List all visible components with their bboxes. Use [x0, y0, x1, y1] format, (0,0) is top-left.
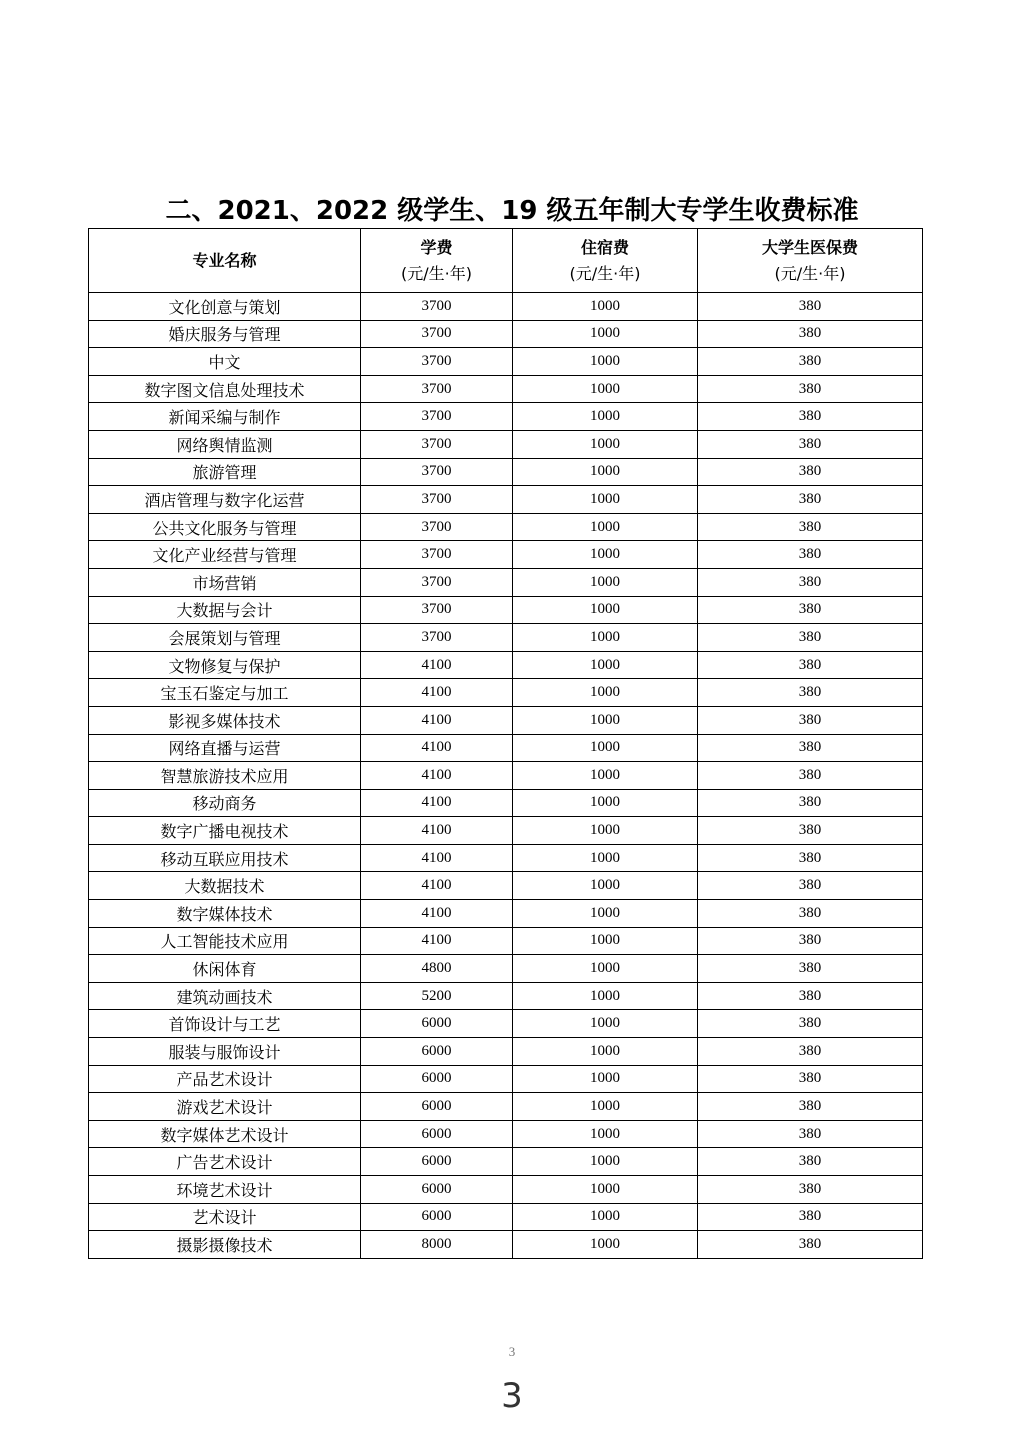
major-cell: 文化产业经营与管理: [89, 541, 361, 569]
table-row: [89, 734, 923, 762]
insurance-cell: 380: [698, 403, 923, 431]
table-header-row: [89, 229, 923, 293]
header-dorm-unit: (元/生·年): [569, 263, 641, 283]
dorm-cell: 1000: [513, 513, 698, 541]
tuition-cell: 3700: [361, 568, 513, 596]
major-cell: 服装与服饰设计: [89, 1038, 361, 1066]
major-cell: 大数据技术: [89, 872, 361, 900]
major-cell: 宝玉石鉴定与加工: [89, 679, 361, 707]
insurance-cell: 380: [698, 458, 923, 486]
table-row: [89, 596, 923, 624]
tuition-cell: 3700: [361, 486, 513, 514]
table-row: [89, 651, 923, 679]
dorm-cell: 1000: [513, 403, 698, 431]
tuition-cell: 4800: [361, 955, 513, 983]
insurance-cell: 380: [698, 651, 923, 679]
dorm-cell: 1000: [513, 375, 698, 403]
tuition-cell: 6000: [361, 1120, 513, 1148]
table-row: [89, 872, 923, 900]
tuition-cell: 3700: [361, 513, 513, 541]
insurance-cell: 380: [698, 900, 923, 928]
tuition-cell: 3700: [361, 430, 513, 458]
major-cell: 人工智能技术应用: [89, 927, 361, 955]
dorm-cell: 1000: [513, 293, 698, 321]
table-row: [89, 486, 923, 514]
table-row: [89, 900, 923, 928]
dorm-cell: 1000: [513, 900, 698, 928]
major-cell: 移动商务: [89, 789, 361, 817]
table-row: [89, 706, 923, 734]
dorm-cell: 1000: [513, 486, 698, 514]
major-cell: 产品艺术设计: [89, 1065, 361, 1093]
tuition-cell: 4100: [361, 844, 513, 872]
insurance-cell: 380: [698, 844, 923, 872]
dorm-cell: 1000: [513, 1038, 698, 1066]
dorm-cell: 1000: [513, 1176, 698, 1204]
fee-table: [88, 228, 923, 1259]
tuition-cell: 3700: [361, 403, 513, 431]
insurance-cell: 380: [698, 734, 923, 762]
dorm-cell: 1000: [513, 568, 698, 596]
table-row: [89, 1065, 923, 1093]
insurance-cell: 380: [698, 320, 923, 348]
table-row: [89, 293, 923, 321]
dorm-cell: 1000: [513, 844, 698, 872]
insurance-cell: 380: [698, 982, 923, 1010]
tuition-cell: 4100: [361, 789, 513, 817]
dorm-cell: 1000: [513, 1120, 698, 1148]
table-row: [89, 1120, 923, 1148]
tuition-cell: 3700: [361, 375, 513, 403]
tuition-cell: 3700: [361, 320, 513, 348]
table-row: [89, 1010, 923, 1038]
insurance-cell: 380: [698, 706, 923, 734]
dorm-cell: 1000: [513, 927, 698, 955]
tuition-cell: 4100: [361, 734, 513, 762]
major-cell: 数字媒体艺术设计: [89, 1120, 361, 1148]
table-row: [89, 624, 923, 652]
insurance-cell: 380: [698, 293, 923, 321]
insurance-cell: 380: [698, 513, 923, 541]
major-cell: 广告艺术设计: [89, 1148, 361, 1176]
insurance-cell: 380: [698, 927, 923, 955]
tuition-cell: 4100: [361, 706, 513, 734]
tuition-cell: 4100: [361, 762, 513, 790]
table-row: [89, 1176, 923, 1204]
dorm-cell: 1000: [513, 1203, 698, 1231]
insurance-cell: 380: [698, 375, 923, 403]
dorm-cell: 1000: [513, 1148, 698, 1176]
insurance-cell: 380: [698, 955, 923, 983]
tuition-cell: 4100: [361, 679, 513, 707]
insurance-cell: 380: [698, 596, 923, 624]
dorm-cell: 1000: [513, 789, 698, 817]
header-major: 专业名称: [89, 229, 361, 293]
tuition-cell: 6000: [361, 1203, 513, 1231]
tuition-cell: 4100: [361, 872, 513, 900]
major-cell: 网络舆情监测: [89, 430, 361, 458]
tuition-cell: 3700: [361, 596, 513, 624]
dorm-cell: 1000: [513, 734, 698, 762]
insurance-cell: 380: [698, 430, 923, 458]
dorm-cell: 1000: [513, 679, 698, 707]
insurance-cell: 380: [698, 1010, 923, 1038]
dorm-cell: 1000: [513, 596, 698, 624]
dorm-cell: 1000: [513, 1065, 698, 1093]
major-cell: 旅游管理: [89, 458, 361, 486]
insurance-cell: 380: [698, 1038, 923, 1066]
table-row: [89, 762, 923, 790]
insurance-cell: 380: [698, 541, 923, 569]
tuition-cell: 3700: [361, 624, 513, 652]
major-cell: 酒店管理与数字化运营: [89, 486, 361, 514]
table-row: [89, 513, 923, 541]
header-insurance: 大学生医保费 (元/生·年): [698, 229, 923, 293]
table-row: [89, 1231, 923, 1259]
page-number-large: 3: [501, 1376, 523, 1416]
table-body: [89, 293, 923, 1259]
insurance-cell: 380: [698, 872, 923, 900]
dorm-cell: 1000: [513, 982, 698, 1010]
major-cell: 建筑动画技术: [89, 982, 361, 1010]
table-row: [89, 403, 923, 431]
insurance-cell: 380: [698, 348, 923, 376]
insurance-cell: 380: [698, 1148, 923, 1176]
tuition-cell: 6000: [361, 1065, 513, 1093]
tuition-cell: 6000: [361, 1176, 513, 1204]
major-cell: 首饰设计与工艺: [89, 1010, 361, 1038]
major-cell: 市场营销: [89, 568, 361, 596]
dorm-cell: 1000: [513, 955, 698, 983]
major-cell: 影视多媒体技术: [89, 706, 361, 734]
tuition-cell: 3700: [361, 541, 513, 569]
major-cell: 大数据与会计: [89, 596, 361, 624]
table-row: [89, 568, 923, 596]
major-cell: 文化创意与策划: [89, 293, 361, 321]
dorm-cell: 1000: [513, 624, 698, 652]
table-row: [89, 1038, 923, 1066]
dorm-cell: 1000: [513, 706, 698, 734]
dorm-cell: 1000: [513, 651, 698, 679]
tuition-cell: 6000: [361, 1038, 513, 1066]
major-cell: 数字媒体技术: [89, 900, 361, 928]
table-row: [89, 541, 923, 569]
major-cell: 移动互联应用技术: [89, 844, 361, 872]
tuition-cell: 6000: [361, 1010, 513, 1038]
tuition-cell: 3700: [361, 293, 513, 321]
major-cell: 摄影摄像技术: [89, 1231, 361, 1259]
dorm-cell: 1000: [513, 762, 698, 790]
insurance-cell: 380: [698, 1093, 923, 1121]
table-row: [89, 1148, 923, 1176]
insurance-cell: 380: [698, 762, 923, 790]
table-row: [89, 982, 923, 1010]
tuition-cell: 3700: [361, 458, 513, 486]
tuition-cell: 6000: [361, 1093, 513, 1121]
insurance-cell: 380: [698, 568, 923, 596]
table-row: [89, 817, 923, 845]
dorm-cell: 1000: [513, 1231, 698, 1259]
tuition-cell: 4100: [361, 651, 513, 679]
table-row: [89, 955, 923, 983]
table-row: [89, 320, 923, 348]
dorm-cell: 1000: [513, 541, 698, 569]
tuition-cell: 3700: [361, 348, 513, 376]
tuition-cell: 4100: [361, 817, 513, 845]
page-title: 二、2021、2022 级学生、19 级五年制大专学生收费标准: [165, 196, 859, 226]
header-insurance-unit: (元/生·年): [774, 263, 846, 283]
dorm-cell: 1000: [513, 458, 698, 486]
major-cell: 文物修复与保护: [89, 651, 361, 679]
insurance-cell: 380: [698, 1176, 923, 1204]
table-row: [89, 789, 923, 817]
insurance-cell: 380: [698, 817, 923, 845]
header-tuition-unit: (元/生·年): [401, 263, 472, 283]
major-cell: 会展策划与管理: [89, 624, 361, 652]
insurance-cell: 380: [698, 789, 923, 817]
major-cell: 环境艺术设计: [89, 1176, 361, 1204]
header-tuition: 学费 (元/生·年): [361, 229, 513, 293]
insurance-cell: 380: [698, 1065, 923, 1093]
insurance-cell: 380: [698, 1120, 923, 1148]
table-row: [89, 679, 923, 707]
table-row: [89, 844, 923, 872]
tuition-cell: 6000: [361, 1148, 513, 1176]
insurance-cell: 380: [698, 624, 923, 652]
dorm-cell: 1000: [513, 320, 698, 348]
major-cell: 新闻采编与制作: [89, 403, 361, 431]
tuition-cell: 4100: [361, 900, 513, 928]
major-cell: 中文: [89, 348, 361, 376]
major-cell: 艺术设计: [89, 1203, 361, 1231]
tuition-cell: 8000: [361, 1231, 513, 1259]
table-row: [89, 430, 923, 458]
insurance-cell: 380: [698, 1231, 923, 1259]
page-number-small: 3: [508, 1344, 516, 1359]
major-cell: 游戏艺术设计: [89, 1093, 361, 1121]
insurance-cell: 380: [698, 679, 923, 707]
table-row: [89, 348, 923, 376]
table-row: [89, 1093, 923, 1121]
insurance-cell: 380: [698, 1203, 923, 1231]
major-cell: 智慧旅游技术应用: [89, 762, 361, 790]
header-dorm: 住宿费 (元/生·年): [513, 229, 698, 293]
dorm-cell: 1000: [513, 817, 698, 845]
dorm-cell: 1000: [513, 348, 698, 376]
dorm-cell: 1000: [513, 1010, 698, 1038]
major-cell: 数字广播电视技术: [89, 817, 361, 845]
dorm-cell: 1000: [513, 430, 698, 458]
major-cell: 数字图文信息处理技术: [89, 375, 361, 403]
table-row: [89, 1203, 923, 1231]
major-cell: 网络直播与运营: [89, 734, 361, 762]
table-row: [89, 375, 923, 403]
major-cell: 休闲体育: [89, 955, 361, 983]
table-row: [89, 458, 923, 486]
insurance-cell: 380: [698, 486, 923, 514]
dorm-cell: 1000: [513, 872, 698, 900]
major-cell: 公共文化服务与管理: [89, 513, 361, 541]
tuition-cell: 4100: [361, 927, 513, 955]
table-row: [89, 927, 923, 955]
major-cell: 婚庆服务与管理: [89, 320, 361, 348]
dorm-cell: 1000: [513, 1093, 698, 1121]
tuition-cell: 5200: [361, 982, 513, 1010]
